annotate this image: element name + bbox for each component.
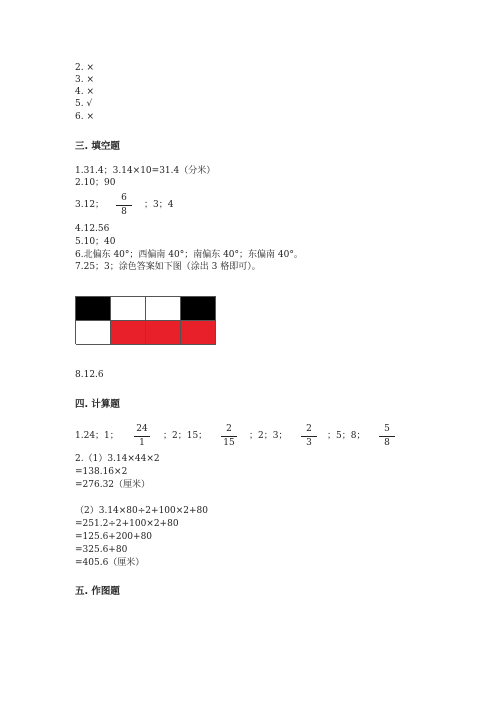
fraction-bar	[134, 436, 150, 437]
calc-fraction-4	[379, 424, 395, 449]
calc-2-2-line1: （2）3.14×80÷2+100×2+80	[75, 506, 209, 516]
calc-fraction-3	[301, 424, 317, 449]
calc-answer-1-prefix: 1.24；1；	[75, 431, 119, 441]
fraction-denominator: 15	[223, 438, 235, 448]
fill-answer-3-prefix: 3.12；	[75, 200, 105, 210]
calc-2-2-line5: =405.6（厘米）	[75, 558, 145, 568]
fill-answer-4: 4.12.56	[75, 224, 110, 234]
calc-2-2-line3: =125.6+200+80	[75, 532, 153, 542]
shading-grid	[75, 296, 216, 344]
fill-answer-8: 8.12.6	[75, 370, 104, 380]
fraction-denominator: 8	[121, 207, 127, 217]
fraction-bar	[301, 436, 317, 437]
fill-answer-1: 1.31.4；3.14×10=31.4（分米）	[75, 166, 216, 176]
fill-answer-3-fraction	[116, 193, 132, 218]
calc-2-2-line4: =325.6+80	[75, 545, 128, 555]
judge-answer-4: 4. ×	[75, 87, 94, 97]
judge-answer-3: 3. ×	[75, 75, 94, 85]
grid-cell-red	[146, 321, 181, 345]
grid-cell-red	[111, 321, 146, 345]
fill-answer-6: 6.北偏东 40°；西偏南 40°；南偏东 40°；东偏南 40°。	[75, 250, 303, 260]
grid-cell-black	[76, 297, 111, 321]
fraction-numerator: 24	[136, 424, 148, 434]
fill-answer-7: 7.25；3；涂色答案如下图（涂出 3 格即可）。	[75, 262, 261, 272]
grid-cell-black	[181, 297, 216, 321]
fraction-numerator: 5	[384, 424, 390, 434]
fraction-bar	[379, 436, 395, 437]
fraction-numerator: 6	[121, 193, 127, 203]
fraction-denominator: 3	[306, 438, 312, 448]
fraction-bar	[116, 205, 132, 206]
fraction-denominator: 8	[384, 438, 390, 448]
section-title-fill-blank: 三. 填空题	[75, 141, 120, 152]
calc-2-1-line3: =276.32（厘米）	[75, 480, 151, 490]
judge-answer-6: 6. ×	[75, 112, 94, 122]
fraction-numerator: 2	[306, 424, 312, 434]
calc-answer-1-part4: ；5；8；	[327, 431, 366, 441]
fill-answer-2: 2.10；90	[75, 178, 116, 188]
section-title-drawing: 五. 作图题	[75, 586, 120, 597]
fraction-numerator: 2	[226, 424, 232, 434]
grid-cell-white	[146, 297, 181, 321]
fraction-denominator: 1	[139, 438, 145, 448]
grid-cell-white	[76, 321, 111, 345]
fill-answer-3-suffix: ；3；4	[144, 200, 174, 210]
calc-2-1-line2: =138.16×2	[75, 467, 128, 477]
calc-fraction-1	[134, 424, 150, 449]
fraction-bar	[221, 436, 237, 437]
calc-2-2-line2: =251.2÷2+100×2+80	[75, 519, 179, 529]
calc-answer-1-part2: ；2；15；	[163, 431, 208, 441]
calc-answer-1-part3: ；2；3；	[249, 431, 288, 441]
calc-fraction-2	[221, 424, 237, 449]
section-title-calculation: 四. 计算题	[75, 399, 120, 410]
calc-2-1-line1: 2.（1）3.14×44×2	[75, 454, 160, 464]
judge-answer-5: 5. √	[75, 99, 93, 109]
judge-answer-2: 2. ×	[75, 63, 94, 73]
grid-cell-red	[181, 321, 216, 345]
fill-answer-5: 5.10；40	[75, 237, 116, 247]
grid-cell-white	[111, 297, 146, 321]
